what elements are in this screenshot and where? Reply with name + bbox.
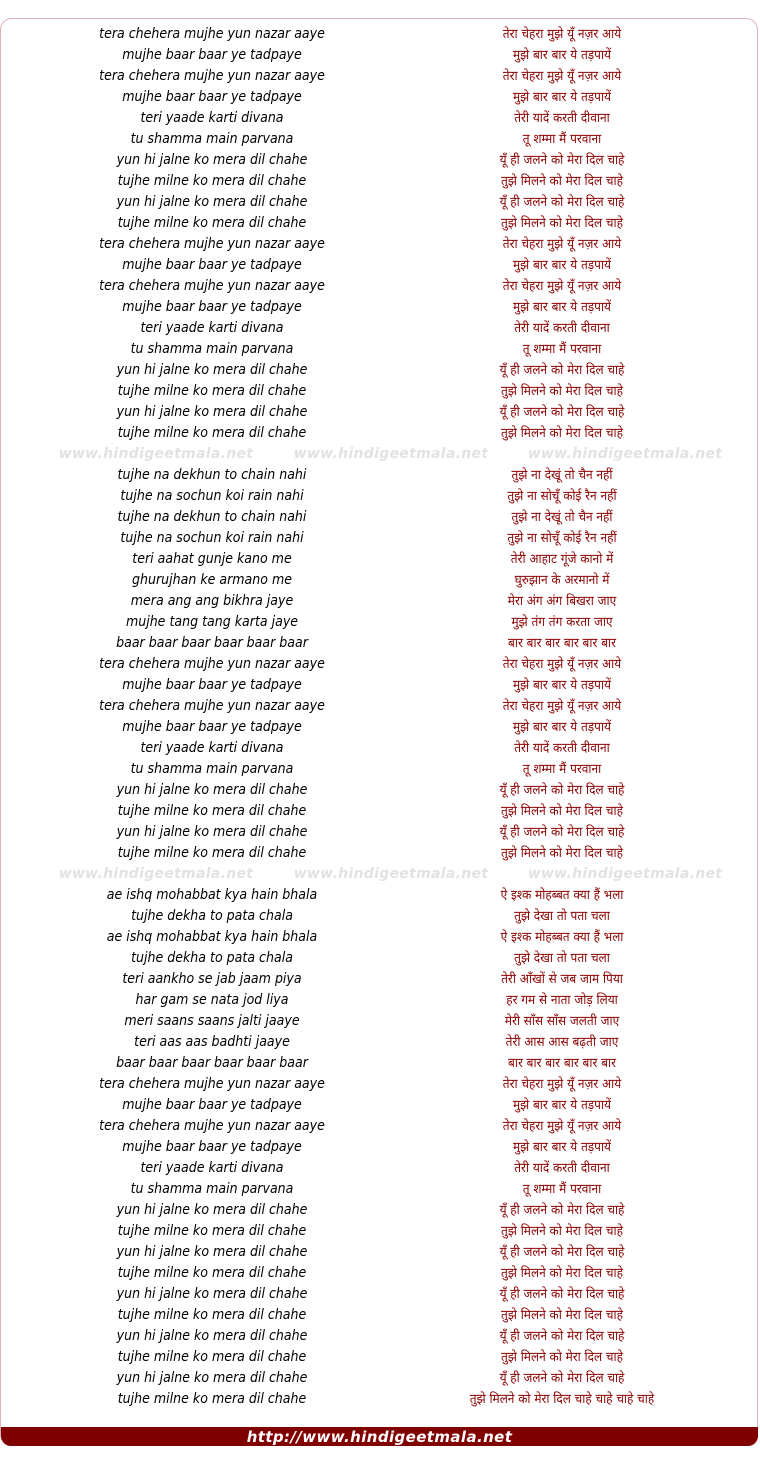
lyric-line bbox=[0, 171, 760, 192]
lyric-hindi-text: तुझे ना सोचूँ कोई रैन नहीं bbox=[507, 489, 617, 504]
lyric-line bbox=[0, 717, 760, 738]
lyric-hindi-text: तुझे मिलने को मेरा दिल चाहे bbox=[501, 384, 623, 399]
lyric-line bbox=[0, 906, 760, 927]
lyric-roman-text: meri saans saans jalti jaaye bbox=[124, 1013, 300, 1029]
lyric-roman-text: teri aas aas badhti jaaye bbox=[134, 1034, 290, 1050]
lyric-roman-text: mujhe baar baar ye tadpaye bbox=[122, 299, 302, 315]
lyric-line bbox=[0, 633, 760, 654]
lyric-roman-text: mujhe baar baar ye tadpaye bbox=[122, 89, 302, 105]
lyric-line bbox=[0, 591, 760, 612]
lyric-line bbox=[0, 297, 760, 318]
lyric-hindi-text: तुझे ना देखूं तो चैन नहीं bbox=[511, 510, 613, 525]
lyric-line bbox=[0, 570, 760, 591]
lyric-line bbox=[0, 108, 760, 129]
lyric-roman-text: yun hi jalne ko mera dil chahe bbox=[116, 362, 308, 378]
lyric-hindi-text: तेरी आँखों से जब जाम पिया bbox=[501, 972, 623, 987]
lyric-roman-text: tera chehera mujhe yun nazar aaye bbox=[99, 68, 325, 84]
lyric-hindi-text: मुझे बार बार ये तड़पायें bbox=[512, 1140, 612, 1155]
lyric-hindi-text: तेरी यादें करती दीवाना bbox=[514, 111, 610, 126]
lyric-roman-text: mujhe baar baar ye tadpaye bbox=[122, 677, 302, 693]
lyric-line bbox=[0, 738, 760, 759]
lyric-roman-text: tujhe milne ko mera dil chahe bbox=[117, 1307, 307, 1323]
lyric-hindi-text: मेरा अंग अंग बिखरा जाए bbox=[507, 594, 617, 609]
lyric-line bbox=[0, 486, 760, 507]
lyric-hindi-text: यूँ ही जलने को मेरा दिल चाहे bbox=[499, 825, 625, 840]
lyric-line bbox=[0, 339, 760, 360]
lyric-roman-text: tujhe na dekhun to chain nahi bbox=[117, 509, 307, 525]
lyric-line bbox=[0, 150, 760, 171]
lyric-roman-text: tujhe milne ko mera dil chahe bbox=[117, 425, 307, 441]
lyric-line bbox=[0, 360, 760, 381]
lyric-hindi-text: तेरा चेहरा मुझे यूँ नज़र आये bbox=[502, 1077, 622, 1092]
lyric-hindi-text: मेरी साँस साँस जलती जाए bbox=[504, 1014, 620, 1029]
lyric-roman-text: tera chehera mujhe yun nazar aaye bbox=[99, 1118, 325, 1134]
lyric-roman-text: tujhe milne ko mera dil chahe bbox=[117, 173, 307, 189]
lyric-roman-text: tujhe milne ko mera dil chahe bbox=[117, 1349, 307, 1365]
lyric-hindi-text: मुझे बार बार ये तड़पायें bbox=[512, 300, 612, 315]
lyric-hindi-text: मुझे बार बार ये तड़पायें bbox=[512, 48, 612, 63]
lyric-roman-text: tu shamma main parvana bbox=[130, 341, 294, 357]
lyric-line bbox=[0, 1326, 760, 1347]
lyric-line bbox=[0, 948, 760, 969]
lyric-hindi-text: तुझे मिलने को मेरा दिल चाहे bbox=[501, 174, 623, 189]
watermark-text: www.hindigeetmala.net bbox=[58, 866, 254, 882]
lyric-roman-text: tujhe dekha to pata chala bbox=[131, 908, 293, 924]
lyric-hindi-text: तेरा चेहरा मुझे यूँ नज़र आये bbox=[502, 27, 622, 42]
lyric-line bbox=[0, 1284, 760, 1305]
lyric-roman-text: yun hi jalne ko mera dil chahe bbox=[116, 1370, 308, 1386]
lyric-roman-text: mujhe baar baar ye tadpaye bbox=[122, 719, 302, 735]
lyric-hindi-text: तुझे ना देखूं तो चैन नहीं bbox=[511, 468, 613, 483]
lyric-hindi-text: ऐ इश्क मोहब्बत क्या हैं भला bbox=[500, 930, 624, 945]
watermark-text: www.hindigeetmala.net bbox=[527, 866, 723, 882]
lyric-roman-text: yun hi jalne ko mera dil chahe bbox=[116, 152, 308, 168]
lyric-hindi-text: यूँ ही जलने को मेरा दिल चाहे bbox=[499, 363, 625, 378]
lyric-roman-text: tujhe milne ko mera dil chahe bbox=[117, 215, 307, 231]
lyric-hindi-text: तुझे मिलने को मेरा दिल चाहे bbox=[501, 1224, 623, 1239]
lyric-roman-text: baar baar baar baar baar baar bbox=[116, 635, 308, 651]
lyric-hindi-text: यूँ ही जलने को मेरा दिल चाहे bbox=[499, 1287, 625, 1302]
lyric-roman-text: mujhe baar baar ye tadpaye bbox=[122, 47, 302, 63]
lyric-hindi-text: यूँ ही जलने को मेरा दिल चाहे bbox=[499, 1245, 625, 1260]
lyric-line bbox=[0, 507, 760, 528]
lyric-line bbox=[0, 549, 760, 570]
lyric-roman-text: teri yaade karti divana bbox=[140, 320, 284, 336]
lyric-line bbox=[0, 1200, 760, 1221]
lyric-hindi-text: मुझे तंग तंग करता जाए bbox=[511, 615, 613, 630]
lyric-roman-text: har gam se nata jod liya bbox=[135, 992, 289, 1008]
lyric-line bbox=[0, 1116, 760, 1137]
lyric-line bbox=[0, 87, 760, 108]
lyric-roman-text: tujhe milne ko mera dil chahe bbox=[117, 845, 307, 861]
lyric-hindi-text: मुझे बार बार ये तड़पायें bbox=[512, 258, 612, 273]
lyric-line bbox=[0, 801, 760, 822]
lyric-line bbox=[0, 1368, 760, 1389]
lyric-roman-text: tujhe milne ko mera dil chahe bbox=[117, 803, 307, 819]
lyric-line bbox=[0, 1242, 760, 1263]
lyric-hindi-text: तुझे मिलने को मेरा दिल चाहे bbox=[501, 1266, 623, 1281]
lyric-roman-text: tujhe dekha to pata chala bbox=[131, 950, 293, 966]
lyric-hindi-text: तुझे मिलने को मेरा दिल चाहे चाहे चाहे चाहे bbox=[469, 1392, 655, 1407]
lyric-hindi-text: तेरा चेहरा मुझे यूँ नज़र आये bbox=[502, 237, 622, 252]
lyric-hindi-text: तुझे देखा तो पता चला bbox=[514, 909, 610, 924]
lyric-roman-text: teri yaade karti divana bbox=[140, 1160, 284, 1176]
lyric-roman-text: tujhe milne ko mera dil chahe bbox=[117, 1391, 307, 1407]
lyric-line bbox=[0, 1095, 760, 1116]
lyric-hindi-text: यूँ ही जलने को मेरा दिल चाहे bbox=[499, 1371, 625, 1386]
lyric-hindi-text: तुझे मिलने को मेरा दिल चाहे bbox=[501, 426, 623, 441]
lyric-line bbox=[0, 675, 760, 696]
lyric-hindi-text: तेरी यादें करती दीवाना bbox=[514, 741, 610, 756]
lyric-line bbox=[0, 318, 760, 339]
lyric-line bbox=[0, 402, 760, 423]
lyric-hindi-text: तेरा चेहरा मुझे यूँ नज़र आये bbox=[502, 69, 622, 84]
lyric-hindi-text: यूँ ही जलने को मेरा दिल चाहे bbox=[499, 195, 625, 210]
lyric-hindi-text: तुझे मिलने को मेरा दिल चाहे bbox=[501, 804, 623, 819]
lyric-roman-text: teri yaade karti divana bbox=[140, 740, 284, 756]
lyric-hindi-text: यूँ ही जलने को मेरा दिल चाहे bbox=[499, 405, 625, 420]
lyric-line bbox=[0, 276, 760, 297]
lyric-roman-text: baar baar baar baar baar baar bbox=[116, 1055, 308, 1071]
lyric-line bbox=[0, 843, 760, 864]
lyric-hindi-text: तेरा चेहरा मुझे यूँ नज़र आये bbox=[502, 279, 622, 294]
lyric-hindi-text: मुझे बार बार ये तड़पायें bbox=[512, 678, 612, 693]
lyric-roman-text: tera chehera mujhe yun nazar aaye bbox=[99, 656, 325, 672]
lyric-line bbox=[0, 1305, 760, 1326]
lyric-hindi-text: मुझे बार बार ये तड़पायें bbox=[512, 90, 612, 105]
lyric-line bbox=[0, 759, 760, 780]
lyric-hindi-text: तुझे मिलने को मेरा दिल चाहे bbox=[501, 1308, 623, 1323]
lyric-roman-text: ghurujhan ke armano me bbox=[131, 572, 293, 588]
lyric-roman-text: mujhe baar baar ye tadpaye bbox=[122, 1139, 302, 1155]
lyric-roman-text: tujhe milne ko mera dil chahe bbox=[117, 383, 307, 399]
lyric-line bbox=[0, 1011, 760, 1032]
lyric-hindi-text: तू शम्मा मैं परवाना bbox=[522, 762, 602, 777]
lyric-hindi-text: ऐ इश्क मोहब्बत क्या हैं भला bbox=[500, 888, 624, 903]
lyric-line bbox=[0, 1389, 760, 1410]
lyric-hindi-text: मुझे बार बार ये तड़पायें bbox=[512, 1098, 612, 1113]
lyric-line bbox=[0, 1053, 760, 1074]
lyric-roman-text: ae ishq mohabbat kya hain bhala bbox=[106, 929, 318, 945]
lyric-roman-text: tujhe milne ko mera dil chahe bbox=[117, 1265, 307, 1281]
lyric-roman-text: tera chehera mujhe yun nazar aaye bbox=[99, 698, 325, 714]
lyric-roman-text: teri aankho se jab jaam piya bbox=[122, 971, 302, 987]
lyric-hindi-text: तुझे मिलने को मेरा दिल चाहे bbox=[501, 846, 623, 861]
lyric-line bbox=[0, 969, 760, 990]
lyric-roman-text: yun hi jalne ko mera dil chahe bbox=[116, 194, 308, 210]
lyric-line bbox=[0, 654, 760, 675]
lyric-roman-text: tujhe na sochun koi rain nahi bbox=[120, 488, 304, 504]
lyric-line bbox=[0, 255, 760, 276]
lyric-roman-text: tujhe milne ko mera dil chahe bbox=[117, 1223, 307, 1239]
lyric-line bbox=[0, 381, 760, 402]
lyric-hindi-text: तेरा चेहरा मुझे यूँ नज़र आये bbox=[502, 657, 622, 672]
lyric-line bbox=[0, 192, 760, 213]
watermark-row bbox=[0, 444, 760, 465]
lyric-hindi-text: तुझे मिलने को मेरा दिल चाहे bbox=[501, 1350, 623, 1365]
lyric-line bbox=[0, 1137, 760, 1158]
lyric-roman-text: tu shamma main parvana bbox=[130, 1181, 294, 1197]
lyric-roman-text: teri yaade karti divana bbox=[140, 110, 284, 126]
lyric-roman-text: tujhe na sochun koi rain nahi bbox=[120, 530, 304, 546]
lyric-hindi-text: तेरी यादें करती दीवाना bbox=[514, 1161, 610, 1176]
lyric-hindi-text: तेरी आस आस बढ़ती जाए bbox=[505, 1035, 619, 1050]
lyric-line bbox=[0, 234, 760, 255]
lyric-hindi-text: तुझे देखा तो पता चला bbox=[514, 951, 610, 966]
lyric-roman-text: mujhe baar baar ye tadpaye bbox=[122, 1097, 302, 1113]
lyric-line bbox=[0, 990, 760, 1011]
watermark-text: www.hindigeetmala.net bbox=[293, 446, 489, 462]
lyric-roman-text: mera ang ang bikhra jaye bbox=[130, 593, 294, 609]
lyric-hindi-text: बार बार बार बार बार बार bbox=[508, 1056, 616, 1071]
lyric-hindi-text: तू शम्मा मैं परवाना bbox=[522, 132, 602, 147]
lyric-line bbox=[0, 1179, 760, 1200]
lyric-hindi-text: यूँ ही जलने को मेरा दिल चाहे bbox=[499, 153, 625, 168]
lyric-roman-text: tu shamma main parvana bbox=[130, 761, 294, 777]
lyric-roman-text: ae ishq mohabbat kya hain bhala bbox=[106, 887, 318, 903]
lyric-hindi-text: यूँ ही जलने को मेरा दिल चाहे bbox=[499, 783, 625, 798]
lyric-roman-text: tera chehera mujhe yun nazar aaye bbox=[99, 1076, 325, 1092]
lyric-hindi-text: मुझे बार बार ये तड़पायें bbox=[512, 720, 612, 735]
lyric-line bbox=[0, 822, 760, 843]
lyric-roman-text: yun hi jalne ko mera dil chahe bbox=[116, 1202, 308, 1218]
lyric-hindi-text: हर गम से नाता जोड़ लिया bbox=[506, 993, 618, 1008]
lyric-hindi-text: बार बार बार बार बार बार bbox=[508, 636, 616, 651]
lyric-line bbox=[0, 66, 760, 87]
lyric-hindi-text: यूँ ही जलने को मेरा दिल चाहे bbox=[499, 1329, 625, 1344]
watermark-text: www.hindigeetmala.net bbox=[527, 446, 723, 462]
lyric-line bbox=[0, 465, 760, 486]
lyric-line bbox=[0, 129, 760, 150]
watermark-text: www.hindigeetmala.net bbox=[293, 866, 489, 882]
watermark-text: www.hindigeetmala.net bbox=[58, 446, 254, 462]
lyric-roman-text: yun hi jalne ko mera dil chahe bbox=[116, 1244, 308, 1260]
lyric-hindi-text: तू शम्मा मैं परवाना bbox=[522, 1182, 602, 1197]
lyric-line bbox=[0, 1158, 760, 1179]
lyric-line bbox=[0, 885, 760, 906]
lyric-hindi-text: तू शम्मा मैं परवाना bbox=[522, 342, 602, 357]
lyric-roman-text: tera chehera mujhe yun nazar aaye bbox=[99, 236, 325, 252]
lyrics-list bbox=[0, 24, 760, 1410]
lyric-hindi-text: तेरा चेहरा मुझे यूँ नज़र आये bbox=[502, 1119, 622, 1134]
lyric-line bbox=[0, 927, 760, 948]
lyric-line bbox=[0, 780, 760, 801]
lyric-line bbox=[0, 213, 760, 234]
lyric-line bbox=[0, 423, 760, 444]
lyric-line bbox=[0, 1221, 760, 1242]
lyric-roman-text: yun hi jalne ko mera dil chahe bbox=[116, 824, 308, 840]
lyric-hindi-text: तुझे मिलने को मेरा दिल चाहे bbox=[501, 216, 623, 231]
lyric-line bbox=[0, 1347, 760, 1368]
lyric-hindi-text: घुरुझान के अरमानो में bbox=[514, 573, 610, 588]
lyric-roman-text: mujhe baar baar ye tadpaye bbox=[122, 257, 302, 273]
footer-bar bbox=[1, 1427, 758, 1446]
lyric-roman-text: teri aahat gunje kano me bbox=[132, 551, 292, 567]
lyric-roman-text: mujhe tang tang karta jaye bbox=[125, 614, 299, 630]
lyric-roman-text: tujhe na dekhun to chain nahi bbox=[117, 467, 307, 483]
lyric-hindi-text: तेरा चेहरा मुझे यूँ नज़र आये bbox=[502, 699, 622, 714]
lyric-hindi-text: तुझे ना सोचूँ कोई रैन नहीं bbox=[507, 531, 617, 546]
lyric-hindi-text: तेरी आहाट गूंजे कानो में bbox=[510, 552, 614, 567]
lyric-line bbox=[0, 1074, 760, 1095]
lyric-roman-text: yun hi jalne ko mera dil chahe bbox=[116, 1328, 308, 1344]
lyric-roman-text: tu shamma main parvana bbox=[130, 131, 294, 147]
lyric-line bbox=[0, 1263, 760, 1284]
lyric-line bbox=[0, 45, 760, 66]
lyric-hindi-text: यूँ ही जलने को मेरा दिल चाहे bbox=[499, 1203, 625, 1218]
lyric-roman-text: yun hi jalne ko mera dil chahe bbox=[116, 782, 308, 798]
lyric-line bbox=[0, 612, 760, 633]
lyric-roman-text: tera chehera mujhe yun nazar aaye bbox=[99, 26, 325, 42]
lyric-line bbox=[0, 528, 760, 549]
lyric-roman-text: yun hi jalne ko mera dil chahe bbox=[116, 404, 308, 420]
footer-site-link[interactable]: http://www.hindigeetmala.net bbox=[246, 1428, 513, 1446]
lyric-line bbox=[0, 696, 760, 717]
lyric-roman-text: tera chehera mujhe yun nazar aaye bbox=[99, 278, 325, 294]
lyric-roman-text: yun hi jalne ko mera dil chahe bbox=[116, 1286, 308, 1302]
watermark-row bbox=[0, 864, 760, 885]
lyric-line bbox=[0, 24, 760, 45]
lyric-line bbox=[0, 1032, 760, 1053]
lyric-hindi-text: तेरी यादें करती दीवाना bbox=[514, 321, 610, 336]
